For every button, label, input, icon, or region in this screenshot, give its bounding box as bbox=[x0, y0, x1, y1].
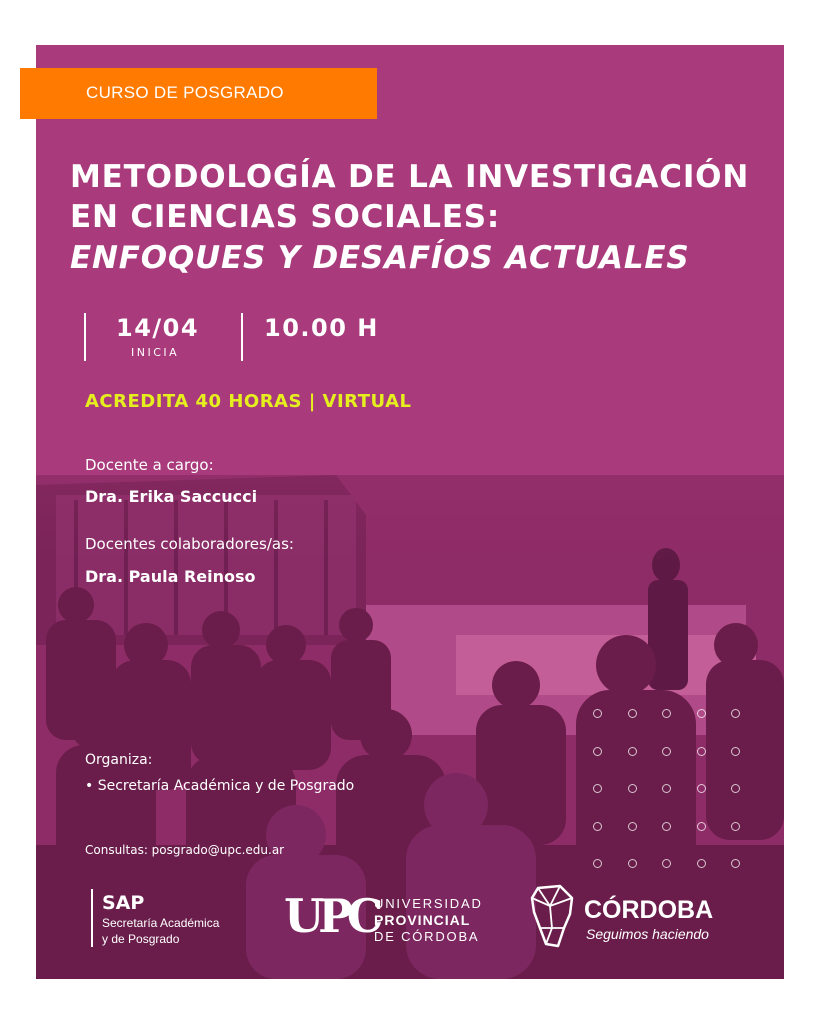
grid-dot bbox=[731, 822, 740, 831]
grid-dot bbox=[593, 747, 602, 756]
sap-logo-acronym: SAP bbox=[102, 892, 145, 914]
accreditation-text: ACREDITA 40 HORAS | VIRTUAL bbox=[85, 391, 412, 412]
grid-dot bbox=[697, 822, 706, 831]
cordoba-map-icon bbox=[530, 884, 576, 950]
contact-email: Consultas: posgrado@upc.edu.ar bbox=[85, 843, 285, 857]
grid-dot bbox=[697, 747, 706, 756]
collab-teacher-name: Dra. Paula Reinoso bbox=[85, 567, 256, 586]
course-type-banner bbox=[20, 68, 377, 119]
lead-teacher-label: Docente a cargo: bbox=[85, 456, 214, 474]
grid-dot bbox=[593, 709, 602, 718]
grid-dot bbox=[593, 822, 602, 831]
collab-teachers-label: Docentes colaboradores/as: bbox=[85, 535, 294, 553]
grid-dot bbox=[697, 709, 706, 718]
divider-middle bbox=[241, 313, 243, 361]
grid-dot bbox=[731, 784, 740, 793]
grid-dot bbox=[662, 859, 671, 868]
grid-dot bbox=[593, 784, 602, 793]
upc-logo-line-2: PROVINCIAL bbox=[374, 912, 471, 928]
grid-dot bbox=[662, 822, 671, 831]
organizer-label: Organiza: bbox=[85, 752, 153, 768]
grid-dot bbox=[628, 784, 637, 793]
start-date-caption: INICIA bbox=[131, 346, 180, 359]
divider-left bbox=[84, 313, 86, 361]
grid-dot bbox=[697, 859, 706, 868]
title-line-3: ENFOQUES Y DESAFÍOS ACTUALES bbox=[70, 240, 690, 276]
lead-teacher-name: Dra. Erika Saccucci bbox=[85, 487, 258, 506]
organizer-item: • Secretaría Académica y de Posgrado bbox=[85, 778, 355, 794]
grid-dot bbox=[731, 859, 740, 868]
grid-dot bbox=[731, 709, 740, 718]
title-line-1: METODOLOGÍA DE LA INVESTIGACIÓN bbox=[70, 159, 750, 195]
grid-dot bbox=[697, 784, 706, 793]
start-time: 10.00 H bbox=[264, 314, 379, 342]
grid-dot bbox=[628, 747, 637, 756]
grid-dot bbox=[662, 784, 671, 793]
grid-dot bbox=[731, 747, 740, 756]
grid-dot bbox=[628, 709, 637, 718]
cordoba-logo-slogan: Seguimos haciendo bbox=[586, 926, 709, 942]
title-line-2: EN CIENCIAS SOCIALES: bbox=[70, 199, 501, 235]
grid-dot bbox=[662, 747, 671, 756]
grid-dot bbox=[593, 859, 602, 868]
course-type-label: CURSO DE POSGRADO bbox=[86, 83, 284, 102]
start-date: 14/04 bbox=[116, 314, 200, 342]
grid-dot bbox=[662, 709, 671, 718]
sap-logo-line-1: Secretaría Académica bbox=[102, 916, 220, 930]
sap-logo-line-2: y de Posgrado bbox=[102, 932, 180, 946]
grid-dot bbox=[628, 859, 637, 868]
sap-logo-bar bbox=[91, 889, 93, 947]
cordoba-logo-name: CÓRDOBA bbox=[584, 896, 714, 924]
upc-logo-line-1: UNIVERSIDAD bbox=[374, 896, 483, 911]
upc-logo-mark: UPC bbox=[284, 889, 378, 943]
upc-logo-line-3: DE CÓRDOBA bbox=[374, 929, 480, 944]
grid-dot bbox=[628, 822, 637, 831]
